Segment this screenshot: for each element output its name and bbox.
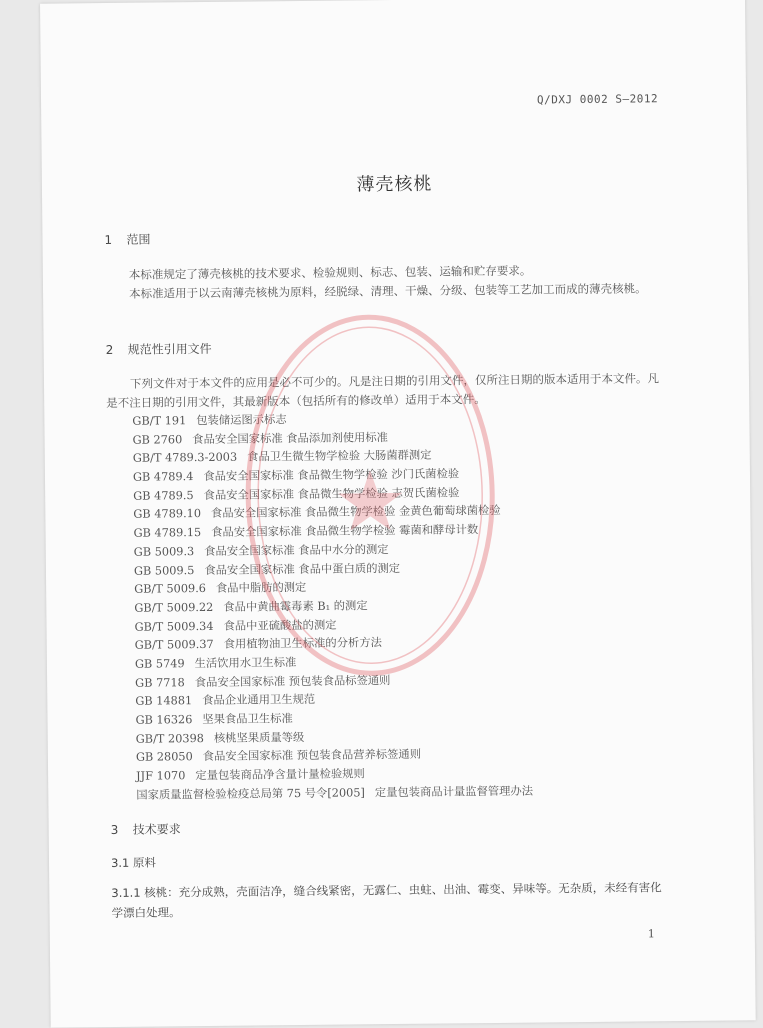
ref-title: 核桃坚果质量等级 xyxy=(213,730,305,745)
subsection-heading-raw-material: 3.1 原料 xyxy=(110,855,157,870)
ref-title: 食品安全国家标准 预包装食品营养标签通则 xyxy=(202,748,422,764)
section-title: 范围 xyxy=(126,232,151,247)
reference-list xyxy=(132,409,533,806)
ref-code: 国家质量监督检验检疫总局第 75 号令[2005] xyxy=(136,786,365,802)
ref-code: GB/T 4789.3-2003 xyxy=(132,451,238,466)
ref-title: 定量包装商品计量监督管理办法 xyxy=(374,784,534,799)
ref-code: GB/T 191 xyxy=(132,414,187,428)
section-heading-references xyxy=(106,340,212,358)
ref-code: GB/T 5009.6 xyxy=(134,582,207,596)
ref-code: GB/T 5009.37 xyxy=(134,638,214,652)
ref-code: GB 28050 xyxy=(135,750,193,765)
section-number: 2 xyxy=(105,342,114,358)
ref-title: 食品安全国家标准 预包装食品标签通则 xyxy=(194,673,391,689)
references-intro: 下列文件对于本文件的应用是必不可少的。凡是注日期的引用文件，仅所注日期的版本适用于本文件。凡是不注日期的引用文件，其最新版本（包括所有的修改单）适用于本文件。 xyxy=(106,371,660,411)
section-heading-scope xyxy=(104,231,150,248)
page-number: 1 xyxy=(647,927,655,941)
ref-title: 食品中黄曲霉毒素 B₁ 的测定 xyxy=(223,599,368,614)
ref-code: GB/T 20398 xyxy=(135,731,204,746)
ref-code: GB 16326 xyxy=(135,713,193,727)
ref-title: 生活饮用水卫生标准 xyxy=(194,655,297,671)
ref-title: 食品企业通用卫生规范 xyxy=(202,693,316,708)
ref-title: 食品安全国家标准 食品微生物学检验 霉菌和酵母计数 xyxy=(211,523,479,540)
ref-code: GB 5009.5 xyxy=(133,563,195,578)
ref-code: GB 4789.5 xyxy=(133,488,194,503)
section-heading-requirements xyxy=(111,820,181,838)
ref-title: 食品中脂肪的测定 xyxy=(215,581,307,596)
ref-title: 食品安全国家标准 食品微生物学检验 志贺氏菌检验 xyxy=(203,486,460,502)
ref-title: 食品安全国家标准 食品微生物学检验 沙门氏菌检验 xyxy=(203,467,460,484)
standard-code: Q/DXJ 0002 S—2012 xyxy=(536,92,659,107)
document-page xyxy=(40,0,756,1028)
ref-title: 坚果食品卫生标准 xyxy=(202,712,293,727)
section-title: 技术要求 xyxy=(132,822,181,837)
section-number: 1 xyxy=(104,232,113,248)
list-item xyxy=(136,782,533,805)
ref-code: GB 4789.15 xyxy=(133,526,202,540)
ref-code: GB/T 5009.34 xyxy=(134,619,214,634)
ref-title: 食品安全国家标准 食品中水分的测定 xyxy=(204,542,389,558)
ref-title: 食品安全国家标准 食品添加剂使用标准 xyxy=(192,430,388,446)
ref-code: GB 4789.10 xyxy=(133,507,202,522)
ref-title: 食品安全国家标准 食品微生物学检验 金黄色葡萄球菌检验 xyxy=(210,504,501,521)
ref-code: GB/T 5009.22 xyxy=(134,600,214,615)
ref-title: 食品安全国家标准 食品中蛋白质的测定 xyxy=(204,561,401,577)
section-number: 3 xyxy=(110,822,119,837)
ref-code: GB 5749 xyxy=(134,657,185,671)
ref-code: GB 7718 xyxy=(135,675,185,690)
ref-code: GB 5009.3 xyxy=(133,544,195,559)
ref-title: 食品中亚硫酸盐的测定 xyxy=(223,618,337,633)
ref-title: 定量包装商品净含量计量检验规则 xyxy=(195,767,365,783)
ref-title: 食用植物油卫生标准的分析方法 xyxy=(223,636,382,652)
ref-title: 食品卫生微生物学检验 大肠菌群测定 xyxy=(247,448,432,464)
ref-code: GB 14881 xyxy=(135,694,193,709)
page-title: 薄壳核桃 xyxy=(356,173,433,196)
section-title: 规范性引用文件 xyxy=(127,341,212,357)
scope-paragraph-1: 本标准规定了薄壳核桃的技术要求、检验规则、标志、包装、运输和贮存要求。 xyxy=(128,263,532,282)
ref-code: GB 4789.4 xyxy=(132,470,194,484)
scope-paragraph-2: 本标准适用于以云南薄壳核桃为原料，经脱绿、清理、干燥、分级、包装等工艺加工而成的薄壳核桃。 xyxy=(128,281,647,301)
ref-code: GB 2760 xyxy=(132,432,183,447)
ref-title: 包装储运图示标志 xyxy=(196,413,287,428)
clause-3-1-1: 3.1.1 核桃：充分成熟，壳面洁净，缝合线紧密，无露仁、虫蛀、出油、霉变、异味等。无杂质，未经有害化学漂白处理。 xyxy=(111,880,662,920)
ref-code: JJF 1070 xyxy=(136,769,186,783)
